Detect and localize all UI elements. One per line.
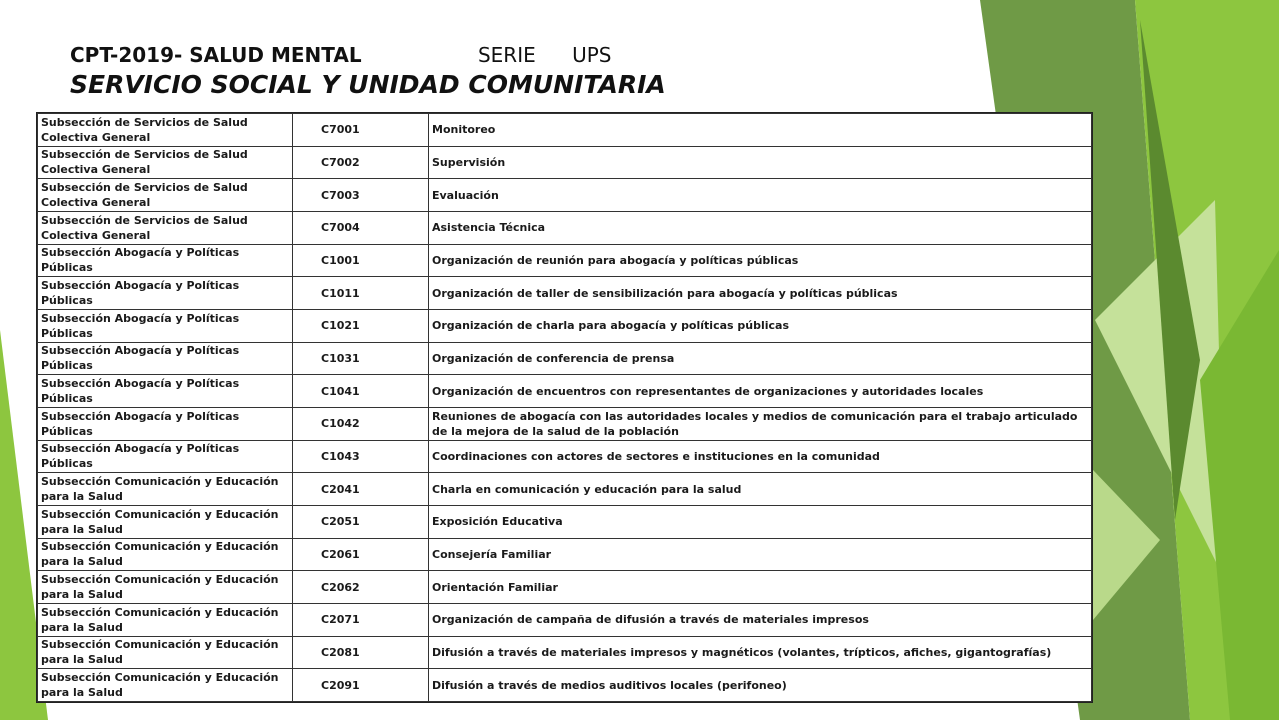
descripcion-cell: Reuniones de abogacía con las autoridades locales y medios de comunicación para el trabajo articulado de la mejora de la salud de la población <box>429 407 1092 440</box>
table-row <box>38 636 1092 669</box>
descripcion-cell: Charla en comunicación y educación para la salud <box>429 473 1092 506</box>
table-body <box>38 114 1092 702</box>
table-row <box>38 211 1092 244</box>
codigo-cell: C2071 <box>293 603 429 636</box>
subseccion-cell: Subsección Comunicación y Educación para la Salud <box>38 603 293 636</box>
subseccion-cell: Subsección Abogacía y Políticas Públicas <box>38 407 293 440</box>
table-row <box>38 440 1092 473</box>
descripcion-cell: Coordinaciones con actores de sectores e instituciones en la comunidad <box>429 440 1092 473</box>
serie-label: SERIE <box>477 43 536 67</box>
codigo-cell: C2051 <box>293 505 429 538</box>
subseccion-cell: Subsección Comunicación y Educación para la Salud <box>38 636 293 669</box>
descripcion-cell: Exposición Educativa <box>429 505 1092 538</box>
descripcion-cell: Difusión a través de materiales impresos y magnéticos (volantes, trípticos, afiches, gigantografías) <box>429 636 1092 669</box>
table-row <box>38 342 1092 375</box>
subseccion-cell: Subsección de Servicios de Salud Colectiva General <box>38 179 293 212</box>
codigo-cell: C1011 <box>293 277 429 310</box>
descripcion-cell: Organización de campaña de difusión a través de materiales impresos <box>429 603 1092 636</box>
descripcion-cell: Organización de encuentros con representantes de organizaciones y autoridades locales <box>429 375 1092 408</box>
table-row <box>38 603 1092 636</box>
subseccion-cell: Subsección Comunicación y Educación para la Salud <box>38 538 293 571</box>
table <box>37 113 1092 702</box>
descripcion-cell: Organización de conferencia de prensa <box>429 342 1092 375</box>
codigo-cell: C2081 <box>293 636 429 669</box>
table-row <box>38 309 1092 342</box>
codigo-cell: C7004 <box>293 211 429 244</box>
subseccion-cell: Subsección Comunicación y Educación para la Salud <box>38 571 293 604</box>
codigo-cell: C1001 <box>293 244 429 277</box>
subseccion-cell: Subsección Abogacía y Políticas Públicas <box>38 342 293 375</box>
subseccion-cell: Subsección Abogacía y Políticas Públicas <box>38 244 293 277</box>
subseccion-cell: Subsección Comunicación y Educación para la Salud <box>38 669 293 702</box>
codigo-cell: C2062 <box>293 571 429 604</box>
subseccion-cell: Subsección Abogacía y Políticas Públicas <box>38 309 293 342</box>
subseccion-cell: Subsección de Servicios de Salud Colectiva General <box>38 114 293 147</box>
codigo-cell: C1043 <box>293 440 429 473</box>
slide-header <box>70 42 666 99</box>
table-row <box>38 538 1092 571</box>
procedures-table <box>36 112 1093 703</box>
subseccion-cell: Subsección de Servicios de Salud Colectiva General <box>38 146 293 179</box>
title-line <box>70 42 666 68</box>
subseccion-cell: Subsección Abogacía y Políticas Públicas <box>38 375 293 408</box>
descripcion-cell: Organización de charla para abogacía y políticas públicas <box>429 309 1092 342</box>
descripcion-cell: Asistencia Técnica <box>429 211 1092 244</box>
codigo-cell: C1041 <box>293 375 429 408</box>
codigo-cell: C2091 <box>293 669 429 702</box>
subseccion-cell: Subsección Comunicación y Educación para la Salud <box>38 505 293 538</box>
codigo-cell: C2041 <box>293 473 429 506</box>
subtitle: SERVICIO SOCIAL Y UNIDAD COMUNITARIA <box>70 70 666 99</box>
table-row <box>38 473 1092 506</box>
codigo-cell: C1042 <box>293 407 429 440</box>
ups-label: UPS <box>572 43 612 67</box>
descripcion-cell: Orientación Familiar <box>429 571 1092 604</box>
descripcion-cell: Organización de taller de sensibilización para abogacía y políticas públicas <box>429 277 1092 310</box>
table-row <box>38 244 1092 277</box>
table-row <box>38 407 1092 440</box>
table-row <box>38 571 1092 604</box>
descripcion-cell: Organización de reunión para abogacía y políticas públicas <box>429 244 1092 277</box>
codigo-cell: C1031 <box>293 342 429 375</box>
table-row <box>38 179 1092 212</box>
table-row <box>38 375 1092 408</box>
codigo-cell: C1021 <box>293 309 429 342</box>
subseccion-cell: Subsección Comunicación y Educación para la Salud <box>38 473 293 506</box>
descripcion-cell: Difusión a través de medios auditivos locales (perifoneo) <box>429 669 1092 702</box>
table-row <box>38 505 1092 538</box>
table-row <box>38 114 1092 147</box>
subseccion-cell: Subsección Abogacía y Políticas Públicas <box>38 440 293 473</box>
descripcion-cell: Monitoreo <box>429 114 1092 147</box>
table-row <box>38 669 1092 702</box>
codigo-cell: C7001 <box>293 114 429 147</box>
table-row <box>38 146 1092 179</box>
codigo-cell: C7003 <box>293 179 429 212</box>
codigo-cell: C7002 <box>293 146 429 179</box>
document-title: CPT-2019- SALUD MENTAL <box>70 43 362 67</box>
descripcion-cell: Supervisión <box>429 146 1092 179</box>
table-row <box>38 277 1092 310</box>
descripcion-cell: Evaluación <box>429 179 1092 212</box>
subseccion-cell: Subsección Abogacía y Políticas Públicas <box>38 277 293 310</box>
subseccion-cell: Subsección de Servicios de Salud Colectiva General <box>38 211 293 244</box>
codigo-cell: C2061 <box>293 538 429 571</box>
descripcion-cell: Consejería Familiar <box>429 538 1092 571</box>
